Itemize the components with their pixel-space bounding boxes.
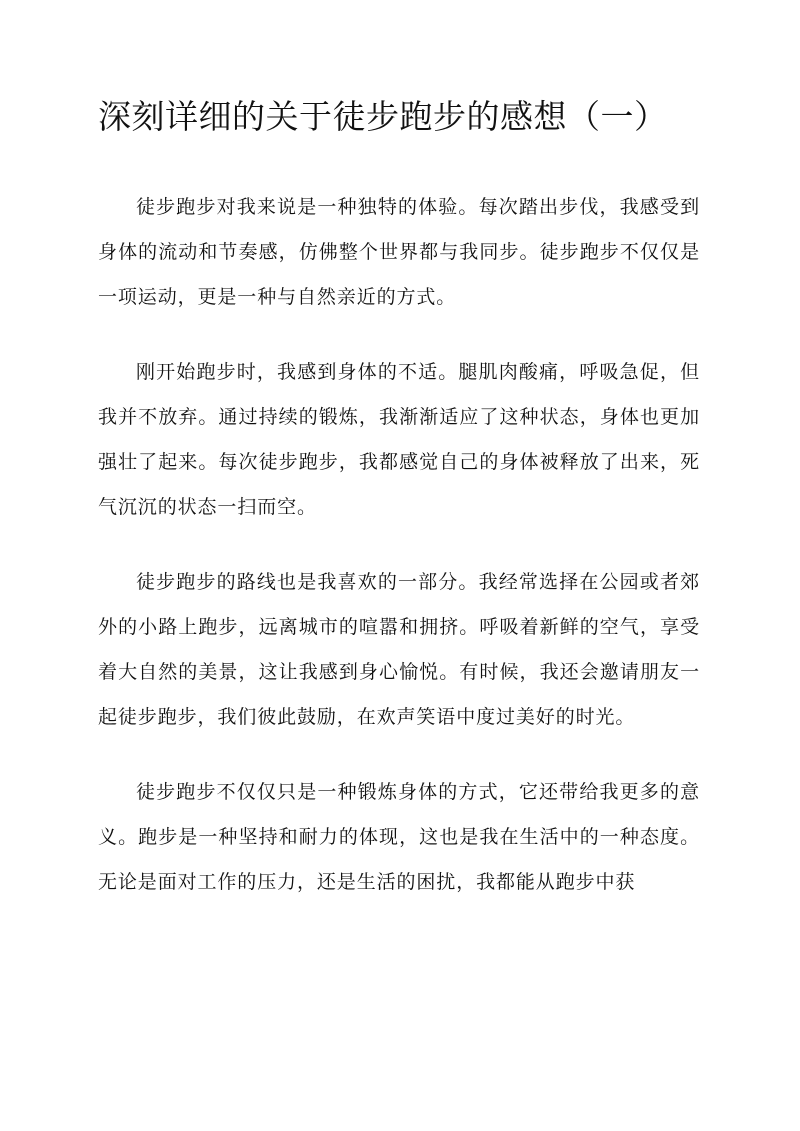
paragraph-3: 徒步跑步的路线也是我喜欢的一部分。我经常选择在公园或者郊外的小路上跑步，远离城市的喧嚣和拥挤。呼吸着新鲜的空气，享受着大自然的美景，这让我感到身心愉悦。有时候，我还会邀请朋友一起徒步跑步，我们彼此鼓励，在欢声笑语中度过美好的时光。: [98, 571, 700, 728]
paragraph-4: 徒步跑步不仅仅只是一种锻炼身体的方式，它还带给我更多的意义。跑步是一种坚持和耐力的体现，这也是我在生活中的一种态度。无论是面对工作的压力，还是生活的困扰，我都能从跑步中获: [98, 781, 700, 893]
document-title: 深刻详细的关于徒步跑步的感想（一）: [98, 97, 668, 136]
paragraph-2: 刚开始跑步时，我感到身体的不适。腿肌肉酸痛，呼吸急促，但我并不放弃。通过持续的锻炼，我渐渐适应了这种状态，身体也更加强壮了起来。每次徒步跑步，我都感觉自己的身体被释放了出来，死气沉沉的状态一扫而空。: [98, 361, 700, 518]
document-body: [98, 185, 700, 935]
paragraph-1: 徒步跑步对我来说是一种独特的体验。每次踏出步伐，我感受到身体的流动和节奏感，仿佛整个世界都与我同步。徒步跑步不仅仅是一项运动，更是一种与自然亲近的方式。: [98, 196, 700, 308]
